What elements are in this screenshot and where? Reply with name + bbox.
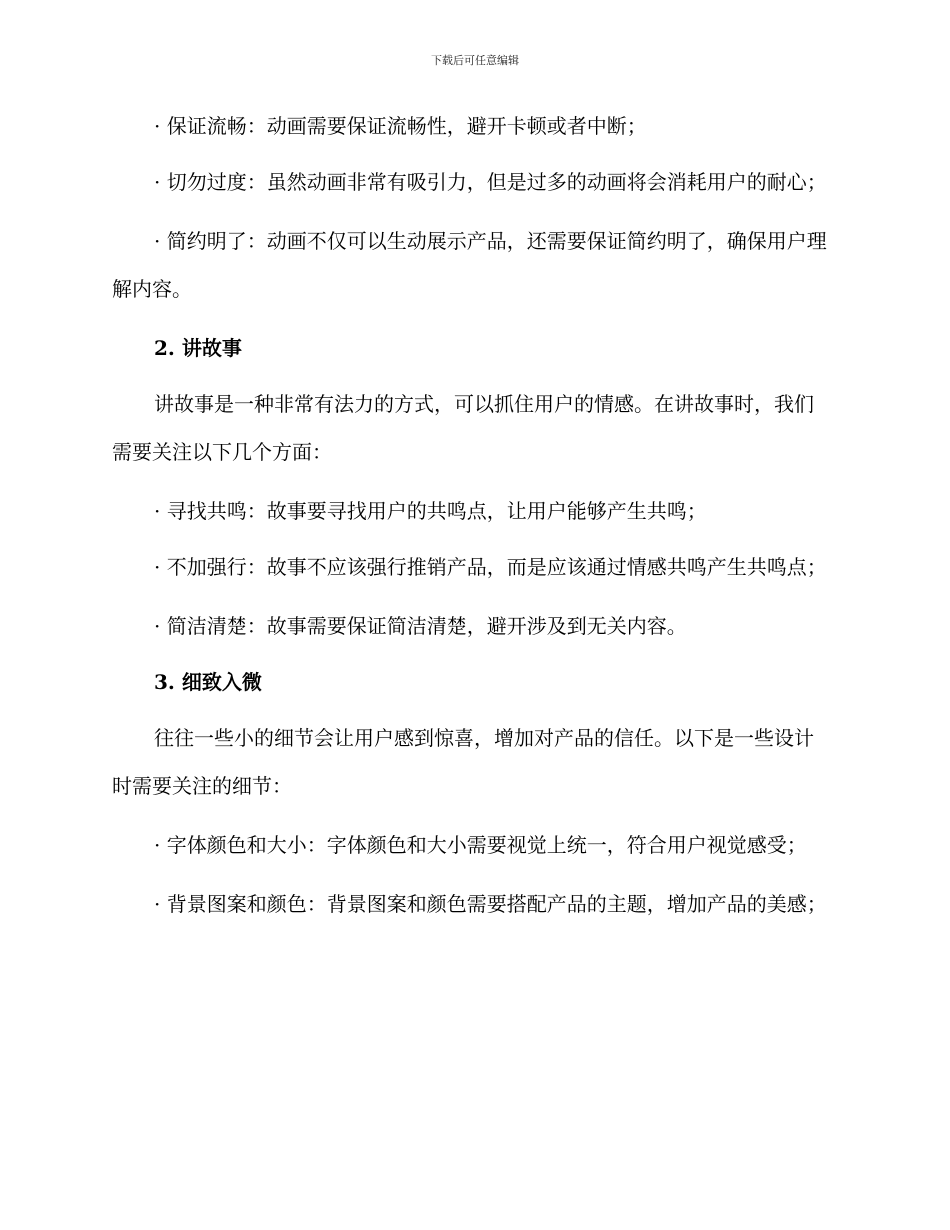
bullet-no-excess: · 切勿过度：虽然动画非常有吸引力，但是过多的动画将会消耗用户的耐心； bbox=[154, 170, 827, 194]
paragraph-details-intro: 往往一些小的细节会让用户感到惊喜，增加对产品的信任。以下是一些设计时需要关注的细节： bbox=[112, 726, 814, 798]
bullet-background: · 背景图案和颜色：背景图案和颜色需要搭配产品的主题，增加产品的美感； bbox=[154, 892, 827, 916]
bullet-concise: · 简约明了：动画不仅可以生动展示产品，还需要保证简约明了，确保用户理解内容。 bbox=[112, 229, 827, 301]
document-body bbox=[112, 102, 828, 939]
section-heading-details: 3. 细致入微 bbox=[154, 670, 262, 694]
bullet-clear: · 简洁清楚：故事需要保证简洁清楚，避开涉及到无关内容。 bbox=[154, 614, 687, 638]
bullet-font: · 字体颜色和大小：字体颜色和大小需要视觉上统一，符合用户视觉感受； bbox=[154, 833, 807, 857]
section-heading-storytelling: 2. 讲故事 bbox=[154, 336, 242, 360]
bullet-smooth: · 保证流畅：动画需要保证流畅性，避开卡顿或者中断； bbox=[154, 114, 647, 138]
bullet-no-forcing: · 不加强行：故事不应该强行推销产品，而是应该通过情感共鸣产生共鸣点； bbox=[154, 555, 827, 579]
bullet-resonance: · 寻找共鸣：故事要寻找用户的共鸣点，让用户能够产生共鸣； bbox=[154, 499, 707, 523]
paragraph-storytelling-intro: 讲故事是一种非常有法力的方式，可以抓住用户的情感。在讲故事时，我们需要关注以下几个方面： bbox=[112, 392, 814, 464]
page-header: 下载后可任意编辑 bbox=[431, 54, 519, 67]
